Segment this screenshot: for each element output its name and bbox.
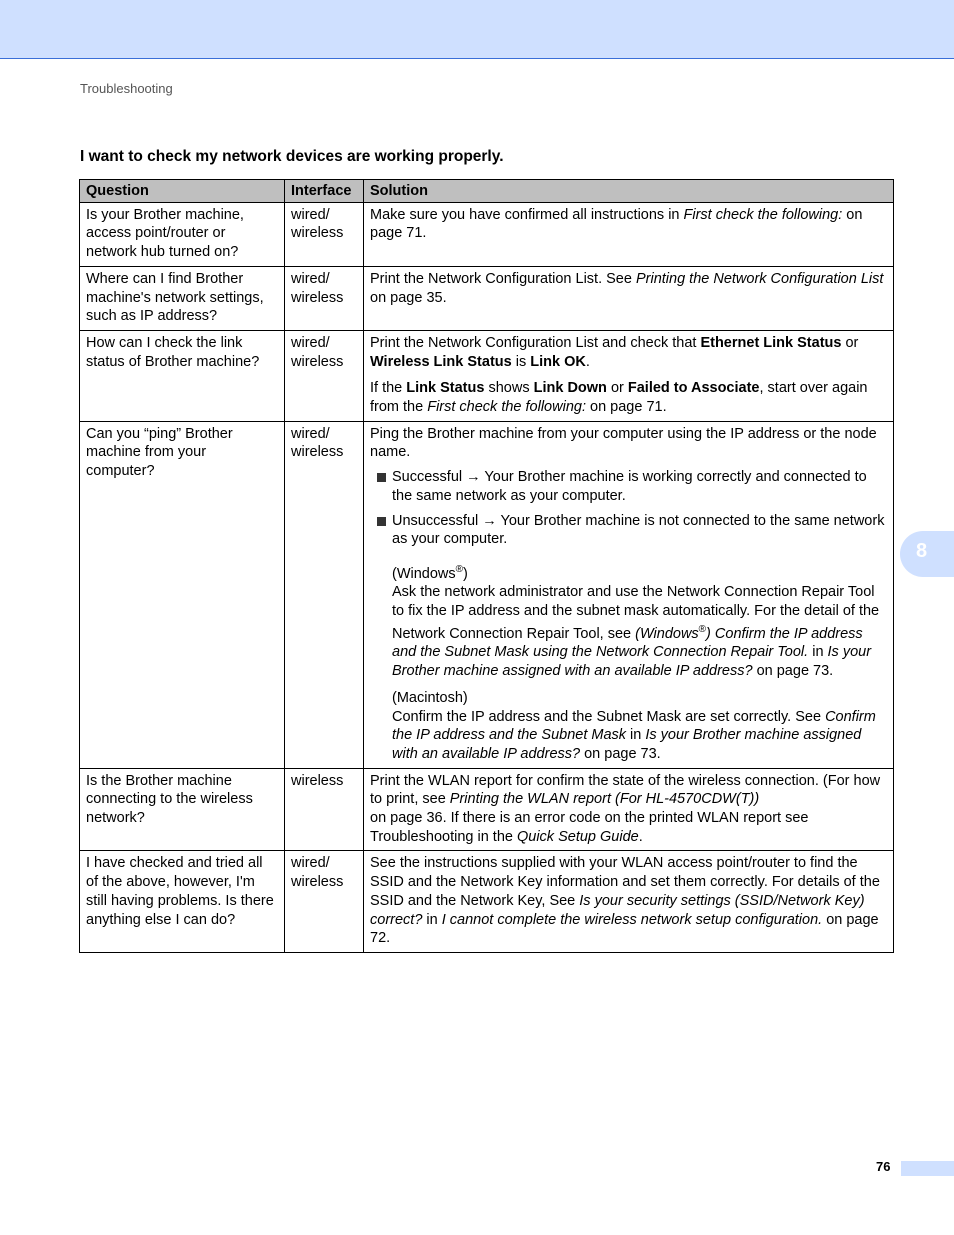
solution-text: or [606,380,628,397]
question-cell: Can you “ping” Brother machine from your computer? [80,421,285,768]
solution-term: Link Status [406,380,485,397]
solution-text: , start over again from the [370,380,868,416]
windows-label [392,561,887,584]
solution-text: Confirm the IP address and the Subnet Mask are set correctly. See [392,708,826,725]
interface-cell: wired/ wireless [285,851,364,953]
interface-cell: wired/ wireless [285,202,364,266]
solution-text: Print the Network Configuration List. See [370,270,636,287]
page-number: 76 [876,1159,891,1174]
header-band [0,0,954,59]
solution-paragraph [370,379,887,416]
bullet-successful: Successful → Your Brother machine is working correctly and connected to the same network as your computer. [370,468,887,505]
header-interface: Interface [285,180,364,203]
solution-text: Print the WLAN report for confirm the state of the wireless connection. (For how to print, see [370,772,881,808]
solution-text: on page 71. [585,399,667,416]
solution-reference: Is your Brother machine assigned with an available IP address? [392,727,862,762]
solution-text: on page 72. [370,911,879,947]
solution-reference: (Windows [635,625,699,642]
table-row [80,202,894,266]
solution-text: Make sure you have confirmed all instructions in [370,206,684,223]
windows-instructions [370,561,887,681]
solution-text: shows [484,380,534,397]
question-cell: How can I check the link status of Brother machine? [80,330,285,421]
solution-reference: Printing the WLAN report (For HL-4570CDW(T)) [449,791,760,808]
solution-text: Ask the network administrator and use the Network Connection Repair Tool to fix the IP address and the subnet mask automatically. For the detail of the Network Connection Repair Tool, see [392,584,880,642]
solution-text: on page 71. [370,206,863,242]
solution-term: Wireless Link Status [370,353,512,370]
table-row [80,421,894,768]
solution-reference: First check the following: [683,206,843,223]
solution-text: on page 36. If there is an error code on the printed WLAN report see Troubleshooting in the [370,810,809,845]
solution-paragraph: Ping the Brother machine from your computer using the IP address or the node name. [370,425,877,461]
solution-paragraph [392,583,887,680]
solution-cell [364,421,894,768]
page-number-bar [901,1161,954,1176]
solution-reference: Printing the Network Configuration List [635,270,884,287]
solution-text: in [626,727,646,744]
question-cell: Where can I find Brother machine's network settings, such as IP address? [80,266,285,330]
solution-text: ) [463,565,468,582]
solution-text: in [422,911,442,928]
solution-text: is [511,353,531,370]
interface-cell: wired/ wireless [285,266,364,330]
running-head: Troubleshooting [80,81,173,96]
table-row [80,768,894,851]
solution-text: . [585,353,590,370]
question-cell: Is your Brother machine, access point/router or network hub turned on? [80,202,285,266]
table-header-row [80,180,894,203]
solution-reference: Confirm the IP address and the Subnet Mask [392,708,876,744]
solution-cell [364,202,894,266]
solution-reference: I cannot complete the wireless network setup configuration. [441,911,823,928]
solution-reference: Quick Setup Guide [516,828,639,845]
solution-paragraph [370,334,887,371]
interface-cell: wired/ wireless [285,421,364,768]
macintosh-label: (Macintosh) [392,689,468,706]
solution-cell [364,330,894,421]
table-row [80,330,894,421]
solution-text: on page 73. [752,663,834,680]
interface-cell: wireless [285,768,364,851]
solution-paragraph [392,708,887,764]
troubleshooting-table [79,179,894,953]
solution-term: Failed to Associate [627,380,760,397]
solution-text: . [638,828,643,845]
chapter-number: 8 [916,540,928,562]
solution-reference: ) Confirm the IP address and the Subnet Mask using the Network Connection Repair Tool. [392,625,863,661]
solution-term: Ethernet Link Status [700,334,842,351]
interface-cell: wired/ wireless [285,330,364,421]
section-title: I want to check my network devices are working properly. [80,148,504,165]
table-row [80,851,894,953]
header-question: Question [80,180,285,203]
solution-text: in [808,644,828,661]
solution-reference: Is your Brother machine assigned with an available IP address? [392,644,872,680]
solution-cell [364,851,894,953]
solution-text: or [841,334,859,351]
solution-term: Link OK [530,353,586,370]
bullet-unsuccessful: Unsuccessful → Your Brother machine is not connected to the same network as your computer. [370,512,887,549]
solution-text: (Windows [392,565,456,582]
solution-reference: First check the following: [427,399,586,416]
solution-reference: Is your security settings (SSID/Network Key) correct? [370,892,865,928]
macintosh-instructions [370,689,887,764]
question-cell: I have checked and tried all of the above, however, I'm still having problems. Is there anything else I can do? [80,851,285,953]
registered-mark: ® [455,563,464,575]
solution-text: on page 35. [370,289,447,306]
question-cell: Is the Brother machine connecting to the wireless network? [80,768,285,851]
chapter-tab [900,531,954,577]
solution-cell [364,266,894,330]
solution-text: on page 73. [580,745,661,762]
solution-text: Print the Network Configuration List and check that [370,334,701,351]
solution-cell [364,768,894,851]
registered-mark: ® [698,623,707,635]
header-solution: Solution [364,180,894,203]
table-row [80,266,894,330]
solution-text: If the [370,380,407,397]
solution-term: Link Down [533,380,607,397]
solution-text: See the instructions supplied with your WLAN access point/router to find the SSID and the Network Key information and set them correctly. For details of the SSID and the Network Key, See [370,855,880,909]
